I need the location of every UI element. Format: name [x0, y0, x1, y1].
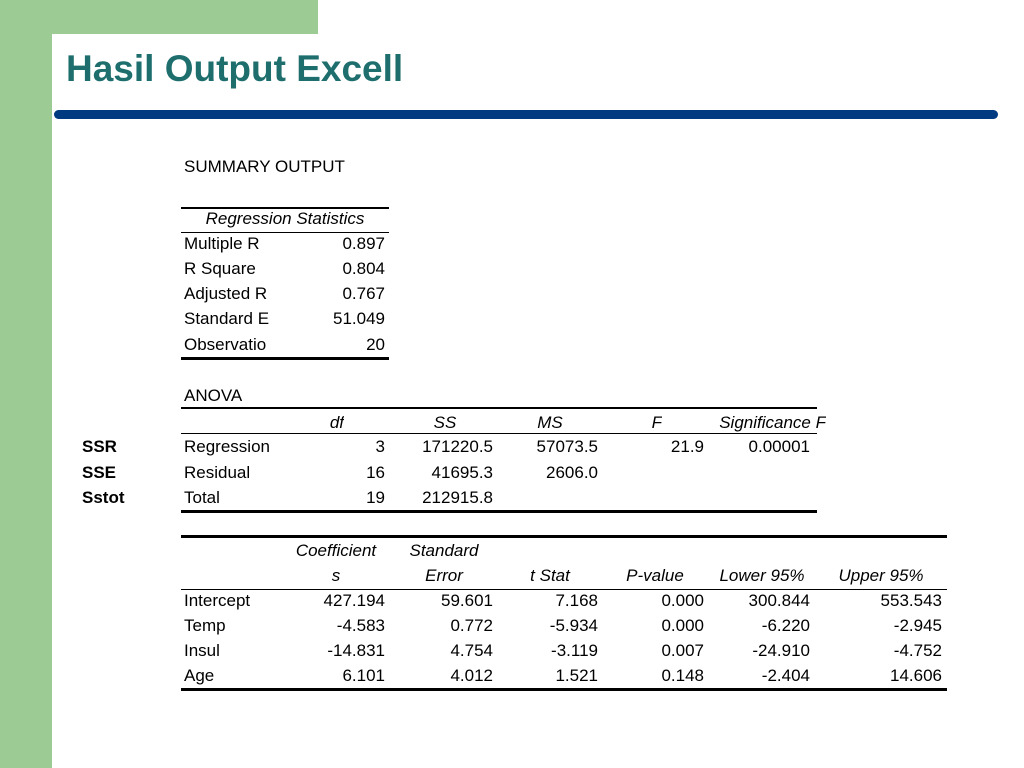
anova-header-significance-f [706, 413, 826, 433]
coef-tstat: -3.119 [551, 641, 598, 660]
regstats-label: Multiple R [184, 234, 260, 253]
coef-header-coefficients-1: Coefficient [295, 541, 377, 560]
anova-label: ANOVA [184, 386, 243, 405]
coef-upper95: 14.606 [890, 666, 942, 685]
page-title: Hasil Output Excell [66, 48, 404, 89]
regstats-value: 20 [366, 335, 385, 354]
coef-value: 6.101 [342, 666, 385, 685]
regstats-value: 0.804 [342, 259, 385, 278]
coef-lower95: -6.220 [761, 616, 810, 635]
coef-header-standard-error-1: Standard [409, 541, 479, 560]
anova-header-line [181, 433, 817, 434]
regstats-header-line [181, 232, 389, 233]
anova-header-ms: MS [537, 413, 563, 432]
coef-lower95: -24.910 [752, 641, 810, 660]
coef-bottom-line [181, 688, 947, 691]
anova-header-f: F [651, 413, 662, 432]
anova-side-label: SSR [82, 437, 117, 456]
coef-header-tstat: t Stat [530, 566, 570, 585]
coef-value: 427.194 [323, 591, 385, 610]
summary-output-label: SUMMARY OUTPUT [184, 157, 345, 176]
top-green-block [0, 0, 318, 34]
coef-std-error: 4.754 [450, 641, 493, 660]
coef-upper95: 553.543 [880, 591, 942, 610]
anova-df: 3 [375, 437, 385, 456]
coef-header-line [181, 589, 947, 590]
coef-header-pvalue: P-value [626, 566, 684, 585]
anova-header-ss: SS [433, 413, 457, 432]
anova-source: Total [184, 488, 220, 507]
anova-ss: 212915.8 [422, 488, 493, 507]
left-green-bar [0, 0, 52, 768]
anova-side-label: Sstot [82, 488, 125, 507]
regstats-value: 0.897 [342, 234, 385, 253]
coef-pvalue: 0.000 [661, 616, 704, 635]
regstats-label: Standard E [184, 309, 270, 328]
coef-value: -4.583 [336, 616, 385, 635]
coef-top-line [181, 535, 947, 538]
regstats-bottom-line [181, 357, 389, 360]
anova-f: 21.9 [670, 437, 704, 456]
coef-tstat: 1.521 [555, 666, 598, 685]
anova-bottom-line [181, 510, 817, 513]
coef-pvalue: 0.007 [661, 641, 704, 660]
coef-pvalue: 0.000 [661, 591, 704, 610]
coef-variable: Insul [184, 641, 220, 660]
coef-variable: Temp [184, 616, 226, 635]
regstats-value: 0.767 [342, 284, 385, 303]
anova-significance-f: 0.00001 [748, 437, 810, 456]
coef-std-error: 59.601 [441, 591, 493, 610]
coef-lower95: -2.404 [761, 666, 810, 685]
anova-source: Residual [184, 463, 251, 482]
coef-pvalue: 0.148 [661, 666, 704, 685]
coef-upper95: -4.752 [893, 641, 942, 660]
coef-variable: Intercept [184, 591, 251, 610]
regstats-label: R Square [184, 259, 256, 278]
coef-upper95: -2.945 [893, 616, 942, 635]
anova-df: 16 [366, 463, 385, 482]
regstats-header: Regression Statistics [205, 209, 365, 228]
coef-lower95: 300.844 [748, 591, 810, 610]
coef-header-lower95: Lower 95% [719, 566, 805, 585]
anova-ss: 171220.5 [422, 437, 493, 456]
anova-df: 19 [366, 488, 385, 507]
anova-header-significance-f-text: Significance F [719, 413, 826, 432]
coef-header-standard-error-2: Error [425, 566, 463, 585]
coef-tstat: -5.934 [549, 616, 598, 635]
title-rule [54, 110, 998, 119]
anova-top-line [181, 407, 817, 409]
coef-header-coefficients-2: s [331, 566, 341, 585]
regstats-label: Adjusted R [184, 284, 268, 303]
coef-std-error: 4.012 [450, 666, 493, 685]
anova-source: Regression [184, 437, 270, 456]
anova-ms: 57073.5 [536, 437, 598, 456]
regstats-value: 51.049 [333, 309, 385, 328]
anova-ss: 41695.3 [431, 463, 493, 482]
coef-value: -14.831 [327, 641, 385, 660]
regstats-label: Observatio [184, 335, 267, 354]
coef-variable: Age [184, 666, 215, 685]
coef-header-upper95: Upper 95% [838, 566, 924, 585]
anova-header-df: df [329, 413, 344, 432]
anova-side-label: SSE [82, 463, 117, 482]
coef-tstat: 7.168 [555, 591, 598, 610]
anova-ms: 2606.0 [546, 463, 598, 482]
coef-std-error: 0.772 [450, 616, 493, 635]
